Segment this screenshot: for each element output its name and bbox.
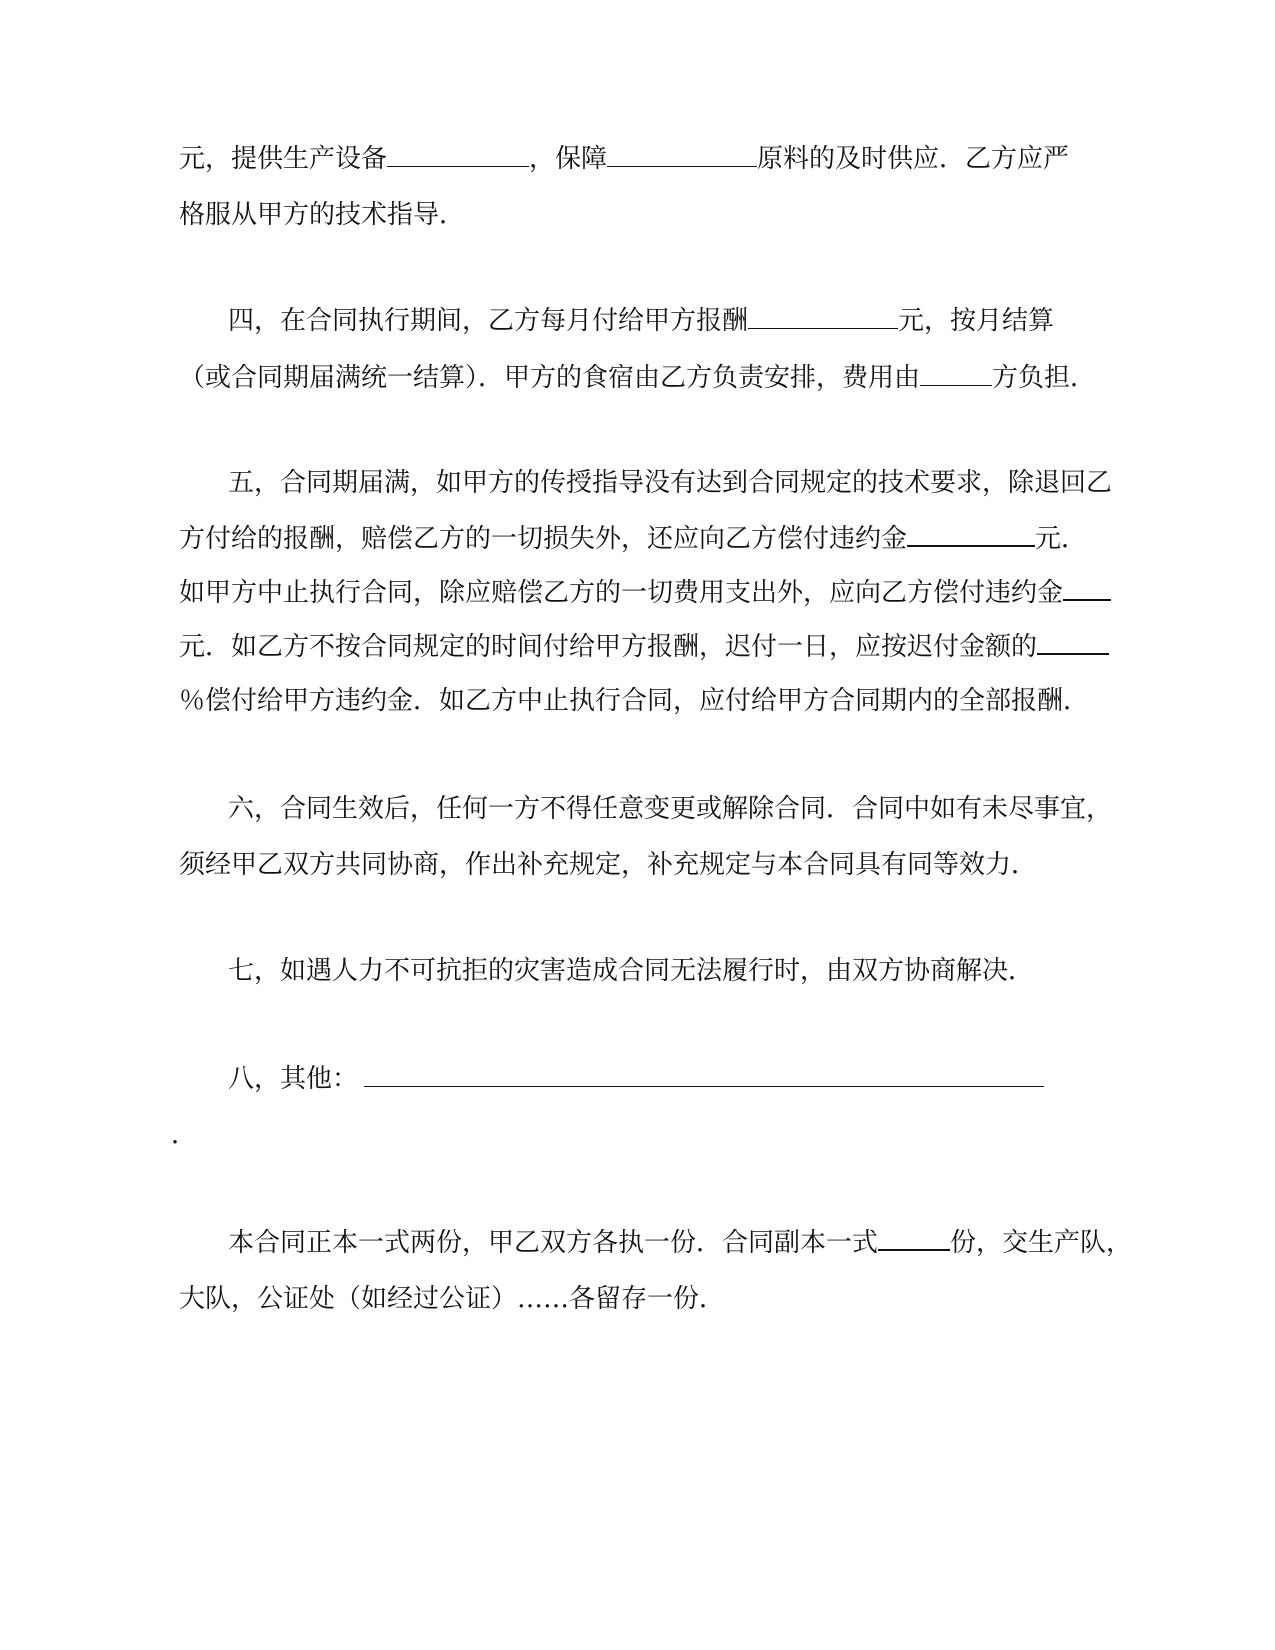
- fill-blank[interactable]: [387, 144, 529, 167]
- text-line: [228, 792, 1112, 826]
- text-line: [228, 954, 1034, 988]
- line-text: 六，合同生效后，任何一方不得任意变更或解除合同．合同中如有未尽事宜，: [228, 794, 1113, 824]
- line-text: 原料的及时供应．乙方应严: [757, 144, 1070, 174]
- text-line: [228, 304, 1054, 338]
- text-line: [171, 1118, 197, 1152]
- line-text: （或合同期届满统一结算）．甲方的食宿由乙方负责安排，费用由: [179, 363, 921, 393]
- text-line: [228, 1226, 1132, 1260]
- line-text: ．: [171, 1120, 198, 1150]
- line-text: 五，合同期届满，如甲方的传授指导没有达到合同规定的技术要求，除退回乙: [228, 468, 1113, 498]
- text-line: [179, 848, 1037, 882]
- text-line: [228, 466, 1112, 500]
- line-text: 八，其他：: [228, 1064, 359, 1094]
- line-text: 份，交生产队，: [950, 1228, 1133, 1258]
- fill-blank[interactable]: [920, 363, 992, 386]
- fill-blank[interactable]: [748, 306, 898, 329]
- line-text: 元．: [1035, 524, 1088, 554]
- line-text: 如甲方中止执行合同，除应赔偿乙方的一切费用支出外，应向乙方偿付违约金: [179, 578, 1064, 608]
- text-line: [179, 142, 1069, 176]
- line-text: 大队，公证处（如经过公证）……各留存一份．: [179, 1284, 726, 1314]
- fill-blank[interactable]: [1037, 631, 1109, 655]
- text-line: [179, 198, 465, 232]
- fill-blank[interactable]: [907, 523, 1035, 547]
- line-text: 格服从甲方的技术指导．: [179, 200, 466, 230]
- text-line: [179, 576, 1111, 610]
- line-text: 四，在合同执行期间，乙方每月付给甲方报酬: [228, 306, 749, 336]
- line-text: 方负担．: [992, 363, 1097, 393]
- fill-blank[interactable]: [1063, 577, 1111, 601]
- line-text: 须经甲乙双方共同协商，作出补充规定，补充规定与本合同具有同等效力．: [179, 850, 1038, 880]
- line-text: 元，提供生产设备: [179, 144, 388, 174]
- line-text: 元．如乙方不按合同规定的时间付给甲方报酬，迟付一日，应按迟付金额的: [179, 632, 1038, 662]
- text-line: [179, 361, 1096, 395]
- line-text: 元，按月结算: [898, 306, 1055, 336]
- line-text: ％偿付给甲方违约金．如乙方中止执行合同，应付给甲方合同期内的全部报酬．: [179, 686, 1090, 716]
- fill-blank[interactable]: [364, 1064, 1044, 1087]
- text-line: [179, 1282, 725, 1316]
- text-line: [179, 684, 1089, 718]
- text-line: [179, 522, 1087, 556]
- fill-blank[interactable]: [878, 1227, 950, 1251]
- line-text: ，保障: [529, 144, 608, 174]
- line-text: 七，如遇人力不可抗拒的灾害造成合同无法履行时，由双方协商解决．: [228, 956, 1035, 986]
- line-text: 本合同正本一式两份，甲乙双方各执一份．合同副本一式: [228, 1228, 879, 1258]
- fill-blank[interactable]: [607, 144, 757, 167]
- text-line: [179, 630, 1109, 664]
- text-line: [228, 1062, 1044, 1096]
- line-text: 方付给的报酬，赔偿乙方的一切损失外，还应向乙方偿付违约金: [179, 524, 908, 554]
